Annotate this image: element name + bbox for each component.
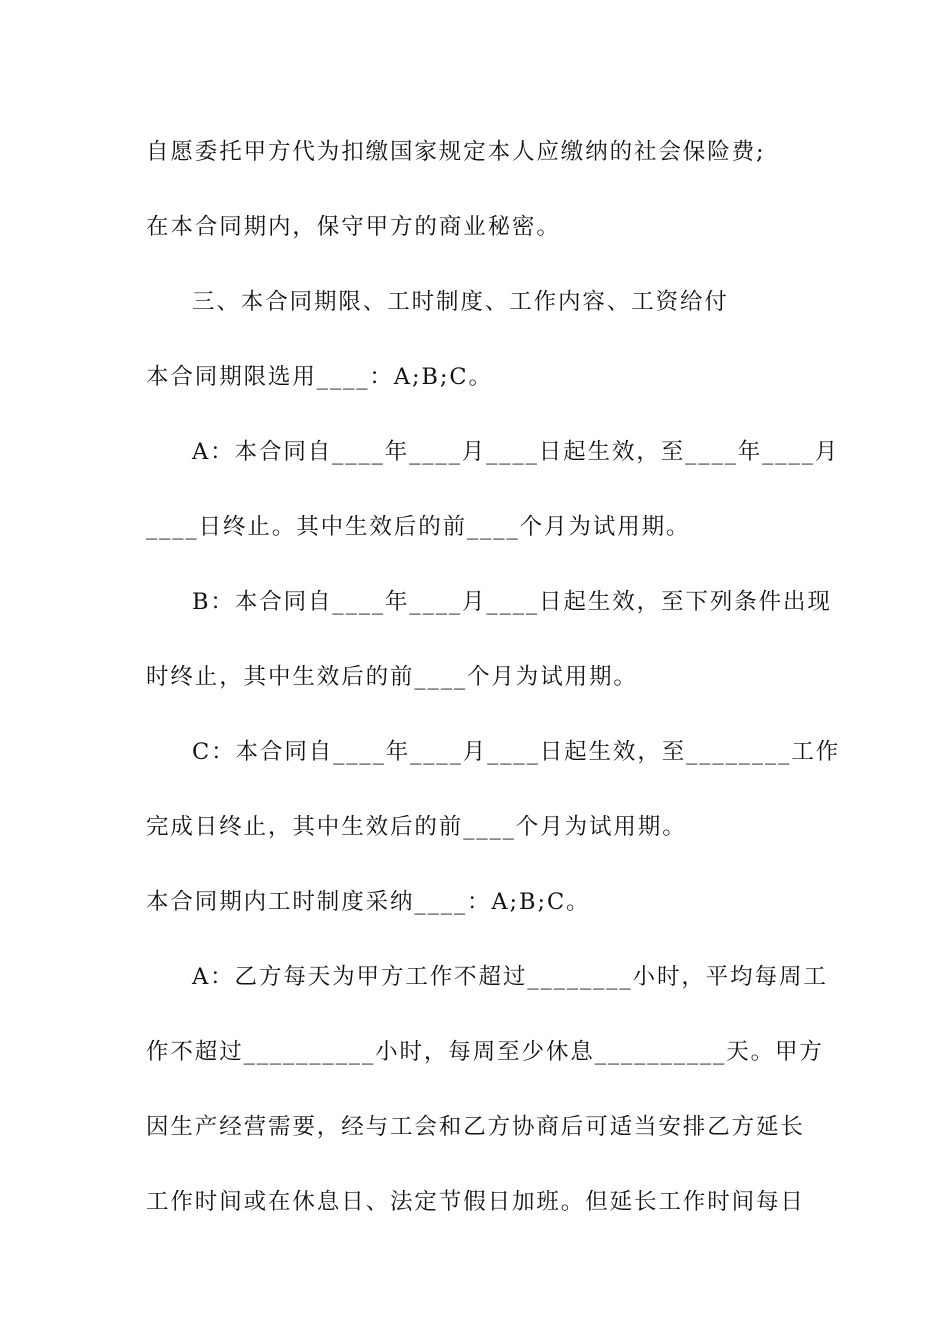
text-line-hours-a-2: 作不超过__________小时，每周至少休息__________天。甲方	[146, 1039, 824, 1065]
text-line-hours-choice: 本合同期内工时制度采纳____：A;B;C。	[146, 889, 591, 915]
text-line-option-b-term: B：本合同自____年____月____日起生效，至下列条件出现	[192, 589, 832, 615]
text-line-trade-secret: 在本合同期内，保守甲方的商业秘密。	[146, 214, 561, 240]
text-line-hours-a-3: 因生产经营需要，经与工会和乙方协商后可适当安排乙方延长	[146, 1114, 805, 1140]
text-line-option-c-probation: 完成日终止，其中生效后的前____个月为试用期。	[146, 814, 687, 840]
text-line-option-c-term: C：本合同自____年____月____日起生效，至________工作	[192, 739, 841, 765]
text-line-option-a-term: A：本合同自____年____月____日起生效，至____年____月	[192, 439, 840, 465]
text-line-option-a-probation: ____日终止。其中生效后的前____个月为试用期。	[146, 514, 691, 540]
section-heading: 三、本合同期限、工时制度、工作内容、工资给付	[192, 289, 729, 315]
text-line-hours-a-4: 工作时间或在休息日、法定节假日加班。但延长工作时间每日	[146, 1189, 805, 1215]
text-line-option-b-probation: 时终止，其中生效后的前____个月为试用期。	[146, 664, 638, 690]
text-line-social-insurance: 自愿委托甲方代为扣缴国家规定本人应缴纳的社会保险费;	[146, 139, 766, 165]
text-line-hours-a-1: A：乙方每天为甲方工作不超过________小时，平均每周工	[192, 964, 828, 990]
text-line-term-choice: 本合同期限选用____：A;B;C。	[146, 364, 493, 390]
